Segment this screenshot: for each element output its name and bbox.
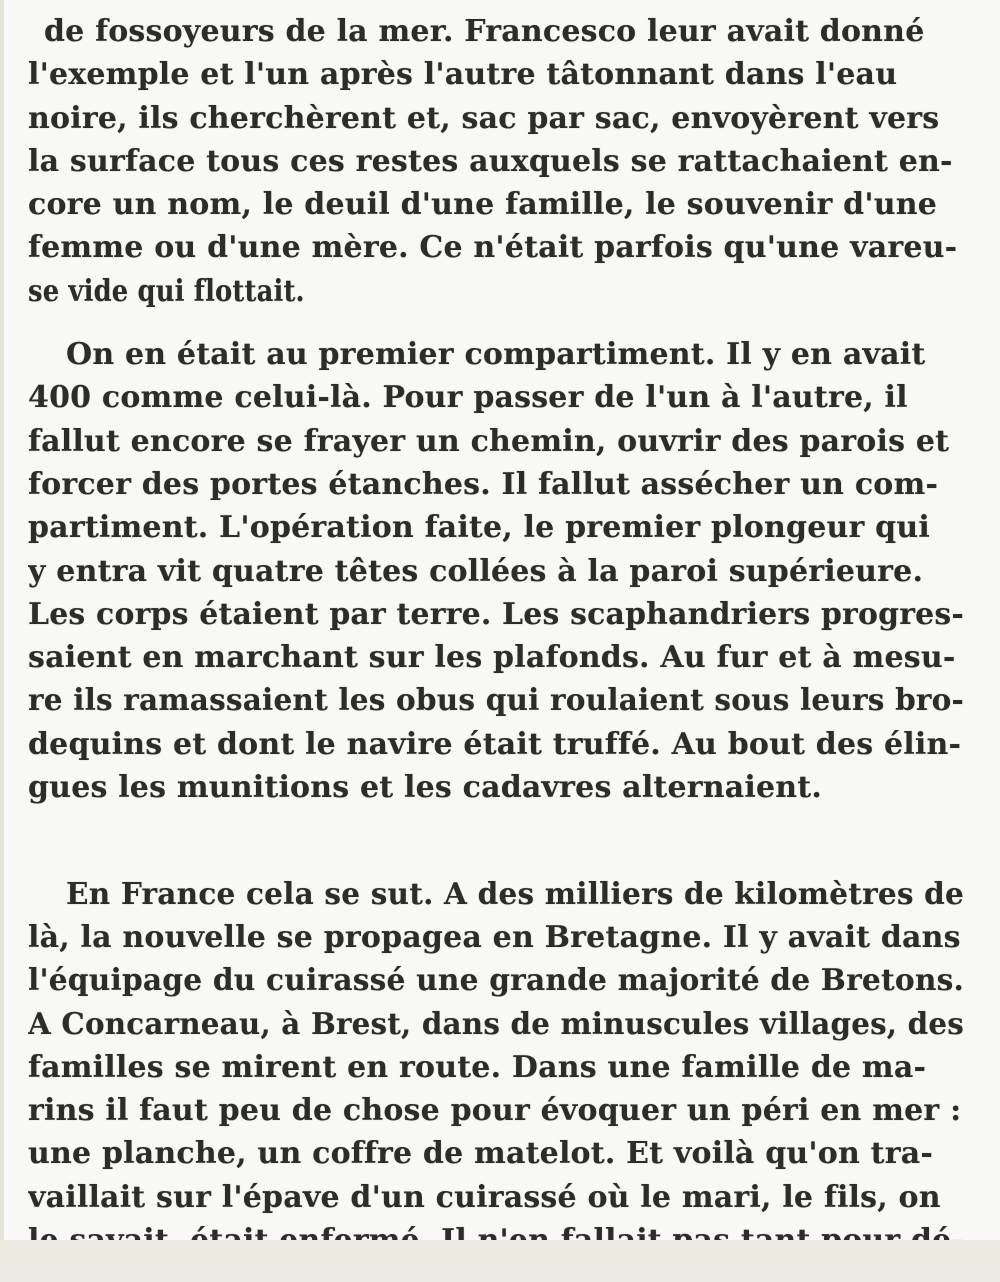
text-line: femme ou d'une mère. Ce n'était parfois qu'une vareu- xyxy=(28,230,958,266)
text-line: là, la nouvelle se propagea en Bretagne. Il y avait dans xyxy=(28,919,961,955)
text-line: y entra vit quatre têtes collées à la paroi supérieure. xyxy=(28,553,924,589)
text-line: partiment. L'opération faite, le premier plongeur qui xyxy=(28,510,930,546)
text-line: rins il faut peu de chose pour évoquer un péri en mer : xyxy=(28,1093,962,1129)
paragraph-2 xyxy=(28,333,964,853)
text-line: familles se mirent en route. Dans une famille de ma- xyxy=(28,1049,927,1085)
paragraph-3 xyxy=(28,873,964,1263)
text-line: saient en marchant sur les plafonds. Au fur et à mesu- xyxy=(28,640,956,676)
paragraph-1 xyxy=(28,10,964,313)
text-line: dequins et dont le navire était truffé. Au bout des élin- xyxy=(28,726,962,762)
text-line: se vide qui flottait. xyxy=(28,273,305,309)
text-line: On en était au premier compartiment. Il y en avait xyxy=(66,337,926,373)
text-line xyxy=(28,809,964,852)
text-line: forcer des portes étanches. Il fallut assécher un com- xyxy=(28,466,939,502)
text-line: une planche, un coffre de matelot. Et voilà qu'on tra- xyxy=(28,1136,933,1172)
text-line: vaillait sur l'épave d'un cuirassé où le mari, le fils, on xyxy=(28,1179,941,1215)
text-line: Les corps étaient par terre. Les scaphandriers progres- xyxy=(28,596,964,632)
text-line: la surface tous ces restes auxquels se rattachaient en- xyxy=(28,143,953,179)
text-line: core un nom, le deuil d'une famille, le souvenir d'une xyxy=(28,187,938,223)
text-line: gues les munitions et les cadavres alternaient. xyxy=(28,770,823,806)
text-line: 400 comme celui-là. Pour passer de l'un à l'autre, il xyxy=(28,380,908,416)
text-line: En France cela se sut. A des milliers de kilomètres de xyxy=(66,876,964,912)
text-line: fallut encore se frayer un chemin, ouvrir des parois et xyxy=(28,423,950,459)
page-bottom-margin xyxy=(0,1240,1000,1271)
text-column xyxy=(28,10,964,1282)
text-line: A Concarneau, à Brest, dans de minuscules villages, des xyxy=(28,1006,964,1042)
text-line: noire, ils cherchèrent et, sac par sac, envoyèrent vers xyxy=(28,100,940,136)
text-line: re ils ramassaient les obus qui roulaient sous leurs bro- xyxy=(28,683,964,719)
text-line: l'équipage du cuirassé une grande majorité de Bretons. xyxy=(28,963,964,999)
text-line: de fossoyeurs de la mer. Francesco leur avait donné xyxy=(44,14,925,49)
text-line: l'exemple et l'un après l'autre tâtonnant dans l'eau xyxy=(28,57,898,93)
